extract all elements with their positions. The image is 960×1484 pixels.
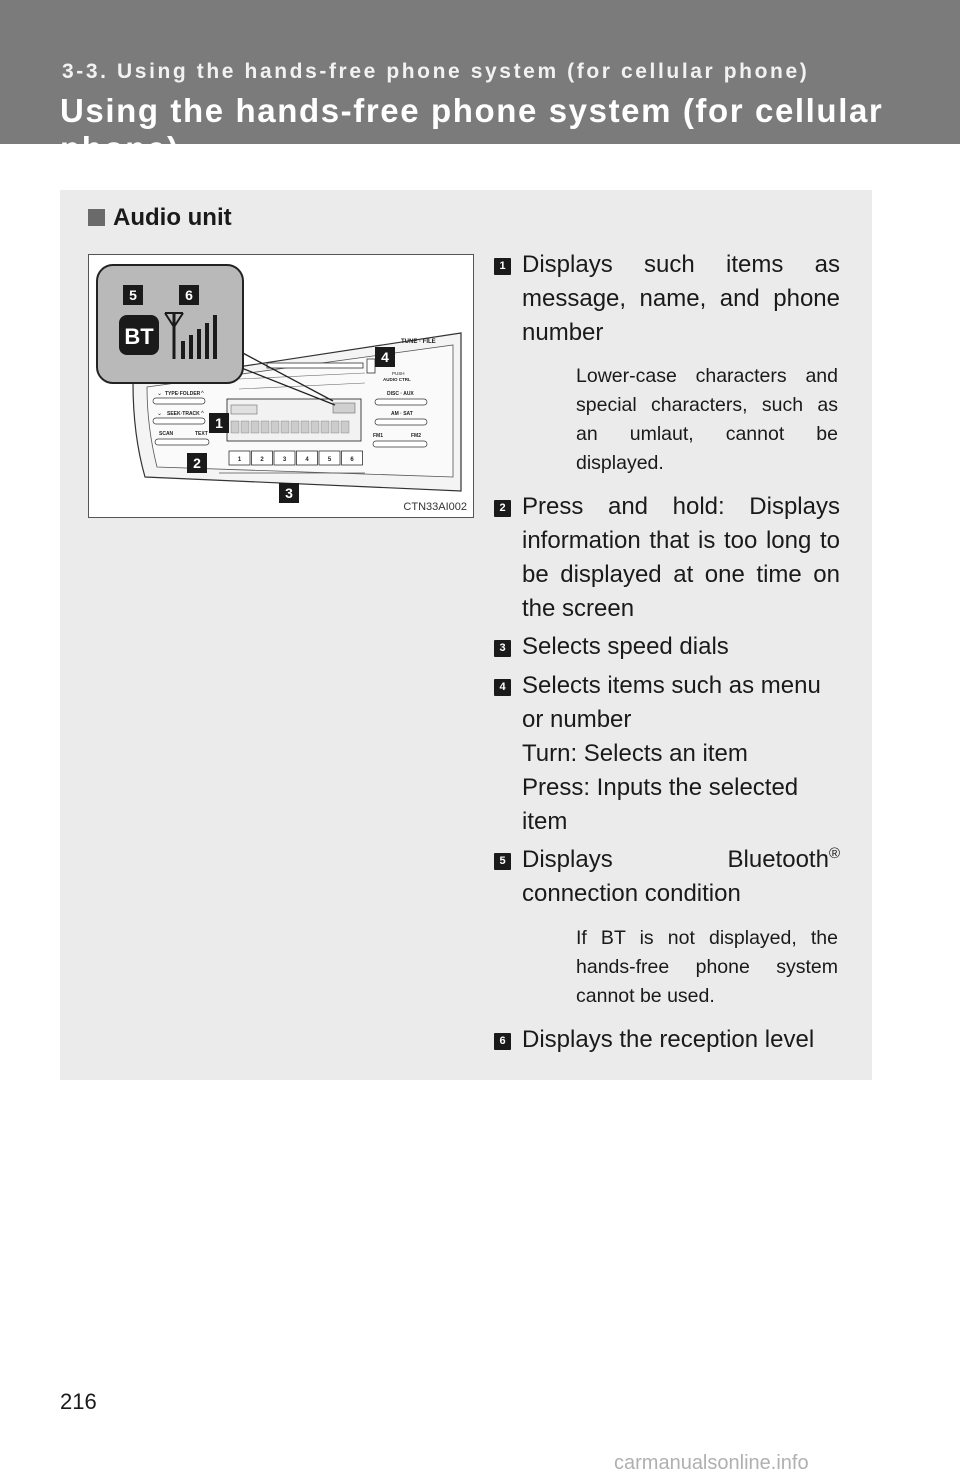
preset-label: 3 xyxy=(282,457,287,463)
disc-aux-label: DISC · AUX xyxy=(387,391,414,397)
chevron-up-icon: ^ xyxy=(201,391,204,397)
number-badge: 1 xyxy=(494,258,511,275)
scan-text-button[interactable] xyxy=(155,439,209,445)
number-badge: 5 xyxy=(494,853,511,870)
text-label: TEXT xyxy=(195,431,208,437)
chevron-up-icon: ^ xyxy=(201,411,204,417)
registered-mark: ® xyxy=(828,845,840,862)
magnified-inset xyxy=(97,265,243,383)
audio-unit-figure xyxy=(88,254,474,518)
fm-button[interactable] xyxy=(373,441,427,447)
callout-label: 4 xyxy=(381,349,389,365)
audio-unit-illustration xyxy=(89,255,473,517)
callout-label: 6 xyxy=(185,287,193,303)
number-badge: 4 xyxy=(494,679,511,696)
page-header xyxy=(0,0,960,167)
section-heading-text: Audio unit xyxy=(113,204,232,231)
callout-label: 5 xyxy=(129,287,137,303)
seek-track-label: SEEK·TRACK xyxy=(167,411,200,417)
type-folder-button[interactable] xyxy=(153,398,205,404)
list-item xyxy=(494,248,840,350)
figure-code: CTN33AI002 xyxy=(403,501,467,513)
item-note: If BT is not displayed, the hands-free phone system cannot be used. xyxy=(576,927,838,1007)
item-text-turn: Turn: Selects an item xyxy=(522,740,748,767)
preset-label: 5 xyxy=(327,457,332,463)
item-text-press: Press: Inputs the selected item xyxy=(522,774,799,835)
item-text: Selects items such as menu or number xyxy=(522,672,821,733)
watermark: carmanualsonline.info xyxy=(614,1452,809,1474)
list-item xyxy=(494,843,840,911)
number-badge: 6 xyxy=(494,1033,511,1050)
callout-label: 1 xyxy=(215,415,223,431)
fm2-label: FM2 xyxy=(411,433,421,439)
preset-label: 6 xyxy=(350,457,354,463)
item-note: Lower-case characters and special characters, such as an umlaut, cannot be displayed. xyxy=(576,365,838,474)
list-item xyxy=(494,1023,840,1057)
list-item xyxy=(494,630,840,664)
item-text: Displays the reception level xyxy=(522,1026,815,1053)
item-text: Press and hold: Displays information that is too long to be displayed at one time on the screen xyxy=(522,493,840,622)
tune-file-label: TUNE · FILE xyxy=(401,339,436,345)
square-bullet-icon xyxy=(88,209,105,226)
item-text xyxy=(522,843,840,911)
chevron-down-icon: ⌄ xyxy=(157,391,163,397)
number-badge: 3 xyxy=(494,640,511,657)
page-number: 216 xyxy=(60,1389,97,1414)
item-text: Displays such items as message, name, and phone number xyxy=(522,251,840,346)
item-text-a: Displays Bluetooth xyxy=(522,846,829,873)
section-heading xyxy=(88,204,232,232)
chevron-down-icon: ⌄ xyxy=(157,411,163,417)
number-badge: 2 xyxy=(494,500,511,517)
disc-aux-button[interactable] xyxy=(375,399,427,405)
callout-label: 2 xyxy=(193,455,201,471)
preset-label: 2 xyxy=(260,457,264,463)
item-text-b: connection condition xyxy=(522,880,741,907)
fm1-label: FM1 xyxy=(373,433,383,439)
audio-ctrl-label: AUDIO CTRL xyxy=(383,377,411,382)
list-item xyxy=(494,490,840,626)
am-sat-button[interactable] xyxy=(375,419,427,425)
list-item xyxy=(494,669,840,839)
seek-track-button[interactable] xyxy=(153,418,205,424)
preset-label: 4 xyxy=(305,457,309,463)
type-folder-label: TYPE·FOLDER xyxy=(165,391,201,397)
preset-label: 1 xyxy=(237,457,242,463)
scan-label: SCAN xyxy=(159,431,174,437)
page-title: Using the hands-free phone system (for cellular phone) xyxy=(60,92,884,167)
item-text: Selects speed dials xyxy=(522,633,729,660)
push-label: PUSH xyxy=(392,371,405,376)
bt-text: BT xyxy=(124,324,154,349)
chapter-subtitle: 3-3. Using the hands-free phone system (for cellular phone) xyxy=(62,60,810,83)
am-sat-label: AM · SAT xyxy=(391,411,413,417)
callout-label: 3 xyxy=(285,485,293,501)
